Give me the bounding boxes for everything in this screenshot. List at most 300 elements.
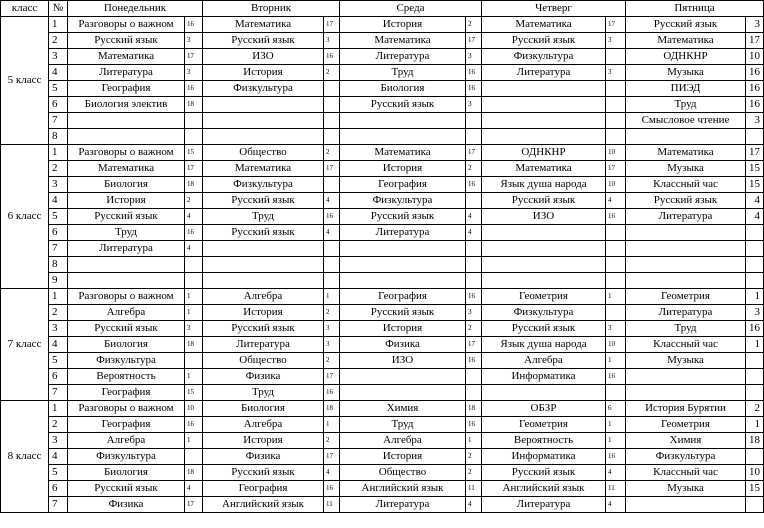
room-cell-friday[interactable]: 15 — [746, 481, 764, 497]
room-cell-monday[interactable]: 16 — [185, 17, 203, 33]
room-cell-tuesday[interactable]: 3 — [324, 337, 340, 353]
room-cell-wednesday[interactable] — [466, 273, 482, 289]
lesson-number[interactable]: 3 — [49, 433, 68, 449]
subject-cell-thursday[interactable] — [482, 97, 606, 113]
room-cell-wednesday[interactable]: 2 — [466, 161, 482, 177]
subject-cell-wednesday[interactable]: География — [340, 177, 466, 193]
room-cell-tuesday[interactable]: 3 — [324, 33, 340, 49]
room-cell-wednesday[interactable]: 16 — [466, 417, 482, 433]
subject-cell-friday[interactable]: Музыка — [626, 353, 746, 369]
room-cell-wednesday[interactable]: 1 — [466, 433, 482, 449]
room-cell-monday[interactable]: 18 — [185, 465, 203, 481]
room-cell-wednesday[interactable] — [466, 369, 482, 385]
subject-cell-tuesday[interactable] — [203, 113, 324, 129]
room-cell-tuesday[interactable]: 4 — [324, 193, 340, 209]
room-cell-wednesday[interactable]: 3 — [466, 97, 482, 113]
subject-cell-tuesday[interactable]: История — [203, 433, 324, 449]
room-cell-tuesday[interactable]: 1 — [324, 289, 340, 305]
room-cell-thursday[interactable] — [606, 49, 626, 65]
room-cell-thursday[interactable] — [606, 81, 626, 97]
room-cell-thursday[interactable]: 1 — [606, 433, 626, 449]
room-cell-wednesday[interactable]: 17 — [466, 145, 482, 161]
subject-cell-monday[interactable]: Литература — [68, 65, 185, 81]
room-cell-friday[interactable]: 1 — [746, 337, 764, 353]
room-cell-monday[interactable]: 15 — [185, 145, 203, 161]
room-cell-tuesday[interactable]: 16 — [324, 209, 340, 225]
subject-cell-wednesday[interactable]: История — [340, 321, 466, 337]
subject-cell-monday[interactable]: Математика — [68, 49, 185, 65]
room-cell-monday[interactable]: 17 — [185, 161, 203, 177]
room-cell-monday[interactable]: 18 — [185, 337, 203, 353]
subject-cell-wednesday[interactable]: Труд — [340, 65, 466, 81]
subject-cell-friday[interactable]: Геометрия — [626, 289, 746, 305]
subject-cell-friday[interactable]: Химия — [626, 433, 746, 449]
subject-cell-thursday[interactable] — [482, 129, 606, 145]
room-cell-friday[interactable]: 18 — [746, 433, 764, 449]
subject-cell-monday[interactable]: География — [68, 385, 185, 401]
room-cell-wednesday[interactable] — [466, 129, 482, 145]
room-cell-monday[interactable]: 4 — [185, 481, 203, 497]
room-cell-tuesday[interactable]: 16 — [324, 49, 340, 65]
subject-cell-wednesday[interactable]: Английский язык — [340, 481, 466, 497]
lesson-number[interactable]: 5 — [49, 209, 68, 225]
room-cell-monday[interactable]: 16 — [185, 225, 203, 241]
room-cell-thursday[interactable]: 3 — [606, 33, 626, 49]
lesson-number[interactable]: 1 — [49, 17, 68, 33]
subject-cell-thursday[interactable]: Литература — [482, 65, 606, 81]
lesson-number[interactable]: 1 — [49, 289, 68, 305]
room-cell-tuesday[interactable]: 1 — [324, 417, 340, 433]
subject-cell-monday[interactable]: История — [68, 193, 185, 209]
subject-cell-thursday[interactable] — [482, 385, 606, 401]
subject-cell-tuesday[interactable]: Физкультура — [203, 177, 324, 193]
room-cell-monday[interactable]: 1 — [185, 433, 203, 449]
room-cell-tuesday[interactable] — [324, 81, 340, 97]
subject-cell-wednesday[interactable] — [340, 129, 466, 145]
room-cell-monday[interactable] — [185, 129, 203, 145]
subject-cell-monday[interactable] — [68, 129, 185, 145]
room-cell-monday[interactable]: 17 — [185, 49, 203, 65]
subject-cell-monday[interactable]: Русский язык — [68, 481, 185, 497]
room-cell-thursday[interactable]: 4 — [606, 193, 626, 209]
room-cell-tuesday[interactable]: 4 — [324, 465, 340, 481]
room-cell-tuesday[interactable] — [324, 273, 340, 289]
subject-cell-friday[interactable]: Математика — [626, 33, 746, 49]
room-cell-friday[interactable]: 10 — [746, 465, 764, 481]
subject-cell-thursday[interactable]: Английский язык — [482, 481, 606, 497]
room-cell-wednesday[interactable]: 2 — [466, 17, 482, 33]
room-cell-thursday[interactable]: 3 — [606, 65, 626, 81]
room-cell-tuesday[interactable]: 2 — [324, 145, 340, 161]
class-label[interactable]: 7 класс — [1, 289, 49, 401]
subject-cell-friday[interactable]: Музыка — [626, 481, 746, 497]
room-cell-friday[interactable]: 15 — [746, 161, 764, 177]
lesson-number[interactable]: 5 — [49, 353, 68, 369]
room-cell-thursday[interactable] — [606, 225, 626, 241]
subject-cell-monday[interactable]: Биология — [68, 337, 185, 353]
subject-cell-thursday[interactable]: Математика — [482, 161, 606, 177]
subject-cell-thursday[interactable]: Русский язык — [482, 193, 606, 209]
room-cell-wednesday[interactable]: 16 — [466, 65, 482, 81]
room-cell-friday[interactable]: 17 — [746, 33, 764, 49]
class-label[interactable]: 6 класс — [1, 145, 49, 289]
subject-cell-thursday[interactable]: ОДНКНР — [482, 145, 606, 161]
room-cell-friday[interactable]: 1 — [746, 417, 764, 433]
room-cell-tuesday[interactable]: 11 — [324, 497, 340, 513]
subject-cell-tuesday[interactable]: Физкультура — [203, 81, 324, 97]
subject-cell-wednesday[interactable] — [340, 385, 466, 401]
subject-cell-thursday[interactable]: Геометрия — [482, 417, 606, 433]
room-cell-tuesday[interactable] — [324, 113, 340, 129]
subject-cell-friday[interactable]: Геометрия — [626, 417, 746, 433]
subject-cell-wednesday[interactable]: Химия — [340, 401, 466, 417]
subject-cell-wednesday[interactable] — [340, 113, 466, 129]
room-cell-tuesday[interactable]: 17 — [324, 161, 340, 177]
subject-cell-thursday[interactable] — [482, 225, 606, 241]
subject-cell-thursday[interactable]: Вероятность — [482, 433, 606, 449]
room-cell-wednesday[interactable]: 11 — [466, 481, 482, 497]
room-cell-tuesday[interactable]: 2 — [324, 305, 340, 321]
subject-cell-friday[interactable]: Русский язык — [626, 17, 746, 33]
lesson-number[interactable]: 7 — [49, 113, 68, 129]
room-cell-monday[interactable] — [185, 353, 203, 369]
subject-cell-tuesday[interactable]: История — [203, 305, 324, 321]
subject-cell-monday[interactable]: Разговоры о важном — [68, 17, 185, 33]
header-wednesday[interactable]: Среда — [340, 1, 482, 17]
subject-cell-thursday[interactable] — [482, 273, 606, 289]
subject-cell-friday[interactable] — [626, 497, 746, 513]
subject-cell-wednesday[interactable]: Математика — [340, 145, 466, 161]
subject-cell-tuesday[interactable]: Общество — [203, 145, 324, 161]
subject-cell-monday[interactable] — [68, 257, 185, 273]
subject-cell-tuesday[interactable] — [203, 97, 324, 113]
subject-cell-monday[interactable]: Алгебра — [68, 305, 185, 321]
subject-cell-monday[interactable]: Биология — [68, 177, 185, 193]
subject-cell-friday[interactable] — [626, 385, 746, 401]
room-cell-thursday[interactable]: 1 — [606, 289, 626, 305]
subject-cell-friday[interactable] — [626, 273, 746, 289]
subject-cell-wednesday[interactable]: Литература — [340, 225, 466, 241]
subject-cell-friday[interactable]: Классный час — [626, 177, 746, 193]
lesson-number[interactable]: 3 — [49, 177, 68, 193]
lesson-number[interactable]: 4 — [49, 337, 68, 353]
room-cell-monday[interactable]: 1 — [185, 289, 203, 305]
room-cell-monday[interactable]: 2 — [185, 193, 203, 209]
room-cell-friday[interactable]: 16 — [746, 321, 764, 337]
subject-cell-thursday[interactable]: Литература — [482, 497, 606, 513]
subject-cell-thursday[interactable] — [482, 257, 606, 273]
room-cell-friday[interactable] — [746, 225, 764, 241]
room-cell-thursday[interactable]: 10 — [606, 177, 626, 193]
subject-cell-wednesday[interactable]: История — [340, 449, 466, 465]
room-cell-tuesday[interactable] — [324, 241, 340, 257]
subject-cell-friday[interactable]: Музыка — [626, 65, 746, 81]
room-cell-monday[interactable] — [185, 257, 203, 273]
room-cell-wednesday[interactable]: 4 — [466, 209, 482, 225]
subject-cell-friday[interactable]: Труд — [626, 321, 746, 337]
subject-cell-tuesday[interactable]: Русский язык — [203, 193, 324, 209]
subject-cell-wednesday[interactable]: Физика — [340, 337, 466, 353]
room-cell-friday[interactable]: 10 — [746, 49, 764, 65]
room-cell-friday[interactable] — [746, 257, 764, 273]
subject-cell-friday[interactable] — [626, 369, 746, 385]
room-cell-friday[interactable]: 3 — [746, 305, 764, 321]
subject-cell-monday[interactable]: Алгебра — [68, 433, 185, 449]
subject-cell-friday[interactable]: Русский язык — [626, 193, 746, 209]
room-cell-friday[interactable]: 16 — [746, 81, 764, 97]
room-cell-tuesday[interactable] — [324, 257, 340, 273]
room-cell-tuesday[interactable]: 16 — [324, 481, 340, 497]
room-cell-tuesday[interactable]: 17 — [324, 17, 340, 33]
header-friday[interactable]: Пятница — [626, 1, 764, 17]
subject-cell-monday[interactable]: Биология — [68, 465, 185, 481]
subject-cell-friday[interactable] — [626, 257, 746, 273]
subject-cell-wednesday[interactable]: География — [340, 289, 466, 305]
subject-cell-tuesday[interactable]: Физика — [203, 449, 324, 465]
room-cell-tuesday[interactable] — [324, 129, 340, 145]
subject-cell-thursday[interactable]: Русский язык — [482, 465, 606, 481]
subject-cell-tuesday[interactable]: Алгебра — [203, 417, 324, 433]
subject-cell-tuesday[interactable] — [203, 129, 324, 145]
room-cell-friday[interactable]: 15 — [746, 177, 764, 193]
room-cell-friday[interactable]: 16 — [746, 65, 764, 81]
subject-cell-monday[interactable]: Математика — [68, 161, 185, 177]
subject-cell-monday[interactable]: Разговоры о важном — [68, 145, 185, 161]
subject-cell-tuesday[interactable]: Литература — [203, 337, 324, 353]
room-cell-friday[interactable]: 3 — [746, 113, 764, 129]
subject-cell-tuesday[interactable]: История — [203, 65, 324, 81]
subject-cell-friday[interactable]: Музыка — [626, 161, 746, 177]
subject-cell-friday[interactable] — [626, 129, 746, 145]
room-cell-wednesday[interactable]: 16 — [466, 81, 482, 97]
room-cell-friday[interactable] — [746, 385, 764, 401]
room-cell-wednesday[interactable]: 2 — [466, 449, 482, 465]
room-cell-friday[interactable] — [746, 449, 764, 465]
subject-cell-tuesday[interactable]: Общество — [203, 353, 324, 369]
room-cell-thursday[interactable] — [606, 129, 626, 145]
room-cell-friday[interactable] — [746, 241, 764, 257]
room-cell-tuesday[interactable]: 2 — [324, 65, 340, 81]
room-cell-wednesday[interactable]: 3 — [466, 305, 482, 321]
subject-cell-monday[interactable]: Русский язык — [68, 209, 185, 225]
room-cell-friday[interactable] — [746, 273, 764, 289]
lesson-number[interactable]: 3 — [49, 49, 68, 65]
room-cell-wednesday[interactable] — [466, 113, 482, 129]
subject-cell-wednesday[interactable]: История — [340, 161, 466, 177]
room-cell-thursday[interactable]: 6 — [606, 401, 626, 417]
room-cell-thursday[interactable]: 10 — [606, 145, 626, 161]
room-cell-monday[interactable]: 16 — [185, 81, 203, 97]
room-cell-thursday[interactable] — [606, 113, 626, 129]
room-cell-thursday[interactable]: 4 — [606, 465, 626, 481]
room-cell-monday[interactable] — [185, 273, 203, 289]
lesson-number[interactable]: 8 — [49, 129, 68, 145]
subject-cell-tuesday[interactable]: Русский язык — [203, 225, 324, 241]
subject-cell-thursday[interactable]: Язык душа народа — [482, 337, 606, 353]
room-cell-friday[interactable]: 17 — [746, 145, 764, 161]
lesson-number[interactable]: 7 — [49, 385, 68, 401]
room-cell-monday[interactable]: 15 — [185, 385, 203, 401]
subject-cell-thursday[interactable]: Русский язык — [482, 33, 606, 49]
room-cell-wednesday[interactable]: 16 — [466, 353, 482, 369]
subject-cell-tuesday[interactable]: ИЗО — [203, 49, 324, 65]
room-cell-thursday[interactable] — [606, 241, 626, 257]
room-cell-tuesday[interactable]: 2 — [324, 433, 340, 449]
room-cell-wednesday[interactable]: 16 — [466, 177, 482, 193]
room-cell-thursday[interactable]: 4 — [606, 497, 626, 513]
room-cell-friday[interactable]: 16 — [746, 97, 764, 113]
subject-cell-monday[interactable]: География — [68, 417, 185, 433]
room-cell-tuesday[interactable]: 17 — [324, 369, 340, 385]
subject-cell-tuesday[interactable]: Математика — [203, 161, 324, 177]
room-cell-friday[interactable] — [746, 353, 764, 369]
subject-cell-thursday[interactable]: Информатика — [482, 369, 606, 385]
subject-cell-tuesday[interactable] — [203, 273, 324, 289]
header-thursday[interactable]: Четверг — [482, 1, 626, 17]
subject-cell-monday[interactable]: Физкультура — [68, 449, 185, 465]
subject-cell-thursday[interactable]: Язык душа народа — [482, 177, 606, 193]
room-cell-wednesday[interactable]: 16 — [466, 289, 482, 305]
header-num[interactable]: № — [49, 1, 68, 17]
room-cell-wednesday[interactable] — [466, 241, 482, 257]
lesson-number[interactable]: 6 — [49, 369, 68, 385]
subject-cell-wednesday[interactable]: Русский язык — [340, 209, 466, 225]
lesson-number[interactable]: 7 — [49, 497, 68, 513]
subject-cell-wednesday[interactable]: Русский язык — [340, 97, 466, 113]
room-cell-friday[interactable]: 1 — [746, 289, 764, 305]
room-cell-wednesday[interactable]: 2 — [466, 465, 482, 481]
subject-cell-thursday[interactable]: Геометрия — [482, 289, 606, 305]
room-cell-tuesday[interactable]: 2 — [324, 353, 340, 369]
room-cell-tuesday[interactable]: 3 — [324, 321, 340, 337]
class-label[interactable]: 8 класс — [1, 401, 49, 513]
subject-cell-wednesday[interactable] — [340, 257, 466, 273]
room-cell-monday[interactable]: 1 — [185, 305, 203, 321]
room-cell-wednesday[interactable]: 2 — [466, 321, 482, 337]
room-cell-monday[interactable]: 3 — [185, 321, 203, 337]
lesson-number[interactable]: 5 — [49, 465, 68, 481]
subject-cell-tuesday[interactable]: Русский язык — [203, 321, 324, 337]
subject-cell-friday[interactable]: Литература — [626, 305, 746, 321]
room-cell-tuesday[interactable]: 18 — [324, 401, 340, 417]
room-cell-friday[interactable]: 4 — [746, 209, 764, 225]
lesson-number[interactable]: 9 — [49, 273, 68, 289]
room-cell-thursday[interactable]: 10 — [606, 337, 626, 353]
subject-cell-monday[interactable]: Физика — [68, 497, 185, 513]
subject-cell-wednesday[interactable] — [340, 273, 466, 289]
header-tuesday[interactable]: Вторник — [203, 1, 340, 17]
subject-cell-friday[interactable]: ПИЭД — [626, 81, 746, 97]
room-cell-thursday[interactable]: 1 — [606, 417, 626, 433]
subject-cell-monday[interactable]: Биология электив — [68, 97, 185, 113]
subject-cell-tuesday[interactable]: Биология — [203, 401, 324, 417]
room-cell-tuesday[interactable]: 17 — [324, 449, 340, 465]
room-cell-monday[interactable] — [185, 449, 203, 465]
room-cell-monday[interactable]: 18 — [185, 97, 203, 113]
room-cell-wednesday[interactable] — [466, 257, 482, 273]
room-cell-monday[interactable]: 3 — [185, 65, 203, 81]
room-cell-tuesday[interactable]: 4 — [324, 225, 340, 241]
room-cell-wednesday[interactable]: 4 — [466, 225, 482, 241]
subject-cell-tuesday[interactable]: Русский язык — [203, 465, 324, 481]
room-cell-friday[interactable] — [746, 369, 764, 385]
room-cell-thursday[interactable] — [606, 273, 626, 289]
room-cell-friday[interactable]: 4 — [746, 193, 764, 209]
subject-cell-tuesday[interactable]: Русский язык — [203, 33, 324, 49]
subject-cell-wednesday[interactable]: Литература — [340, 49, 466, 65]
subject-cell-friday[interactable]: ОДНКНР — [626, 49, 746, 65]
room-cell-monday[interactable] — [185, 113, 203, 129]
subject-cell-wednesday[interactable]: Биология — [340, 81, 466, 97]
subject-cell-thursday[interactable]: Алгебра — [482, 353, 606, 369]
room-cell-monday[interactable]: 10 — [185, 401, 203, 417]
subject-cell-wednesday[interactable]: Математика — [340, 33, 466, 49]
room-cell-wednesday[interactable] — [466, 385, 482, 401]
room-cell-friday[interactable] — [746, 129, 764, 145]
subject-cell-monday[interactable]: Физкультура — [68, 353, 185, 369]
subject-cell-wednesday[interactable] — [340, 369, 466, 385]
subject-cell-wednesday[interactable]: Русский язык — [340, 305, 466, 321]
subject-cell-friday[interactable] — [626, 225, 746, 241]
room-cell-monday[interactable]: 4 — [185, 209, 203, 225]
subject-cell-wednesday[interactable] — [340, 241, 466, 257]
subject-cell-friday[interactable]: Физкультура — [626, 449, 746, 465]
class-label[interactable]: 5 класс — [1, 17, 49, 145]
subject-cell-monday[interactable]: Труд — [68, 225, 185, 241]
room-cell-monday[interactable]: 17 — [185, 497, 203, 513]
lesson-number[interactable]: 7 — [49, 241, 68, 257]
subject-cell-tuesday[interactable]: Труд — [203, 209, 324, 225]
room-cell-friday[interactable]: 2 — [746, 401, 764, 417]
subject-cell-friday[interactable]: Классный час — [626, 337, 746, 353]
room-cell-wednesday[interactable]: 4 — [466, 497, 482, 513]
subject-cell-friday[interactable]: История Бурятии — [626, 401, 746, 417]
lesson-number[interactable]: 3 — [49, 321, 68, 337]
room-cell-thursday[interactable]: 16 — [606, 369, 626, 385]
subject-cell-friday[interactable]: Математика — [626, 145, 746, 161]
header-monday[interactable]: Понедельник — [68, 1, 203, 17]
room-cell-thursday[interactable]: 17 — [606, 17, 626, 33]
subject-cell-tuesday[interactable] — [203, 241, 324, 257]
room-cell-thursday[interactable]: 17 — [606, 161, 626, 177]
subject-cell-wednesday[interactable]: ИЗО — [340, 353, 466, 369]
room-cell-monday[interactable]: 18 — [185, 177, 203, 193]
lesson-number[interactable]: 4 — [49, 193, 68, 209]
subject-cell-thursday[interactable]: Физкультура — [482, 49, 606, 65]
subject-cell-thursday[interactable] — [482, 241, 606, 257]
lesson-number[interactable]: 6 — [49, 225, 68, 241]
lesson-number[interactable]: 2 — [49, 161, 68, 177]
room-cell-wednesday[interactable] — [466, 193, 482, 209]
subject-cell-monday[interactable]: Вероятность — [68, 369, 185, 385]
room-cell-monday[interactable]: 3 — [185, 33, 203, 49]
room-cell-wednesday[interactable]: 3 — [466, 49, 482, 65]
subject-cell-tuesday[interactable]: Алгебра — [203, 289, 324, 305]
lesson-number[interactable]: 4 — [49, 65, 68, 81]
subject-cell-monday[interactable] — [68, 113, 185, 129]
room-cell-thursday[interactable] — [606, 305, 626, 321]
subject-cell-tuesday[interactable]: Физика — [203, 369, 324, 385]
subject-cell-thursday[interactable]: Русский язык — [482, 321, 606, 337]
room-cell-friday[interactable]: 3 — [746, 17, 764, 33]
room-cell-thursday[interactable] — [606, 97, 626, 113]
subject-cell-thursday[interactable]: Информатика — [482, 449, 606, 465]
room-cell-tuesday[interactable] — [324, 177, 340, 193]
subject-cell-monday[interactable]: Разговоры о важном — [68, 289, 185, 305]
header-klass[interactable]: класс — [1, 1, 49, 17]
lesson-number[interactable]: 4 — [49, 449, 68, 465]
room-cell-tuesday[interactable]: 16 — [324, 385, 340, 401]
